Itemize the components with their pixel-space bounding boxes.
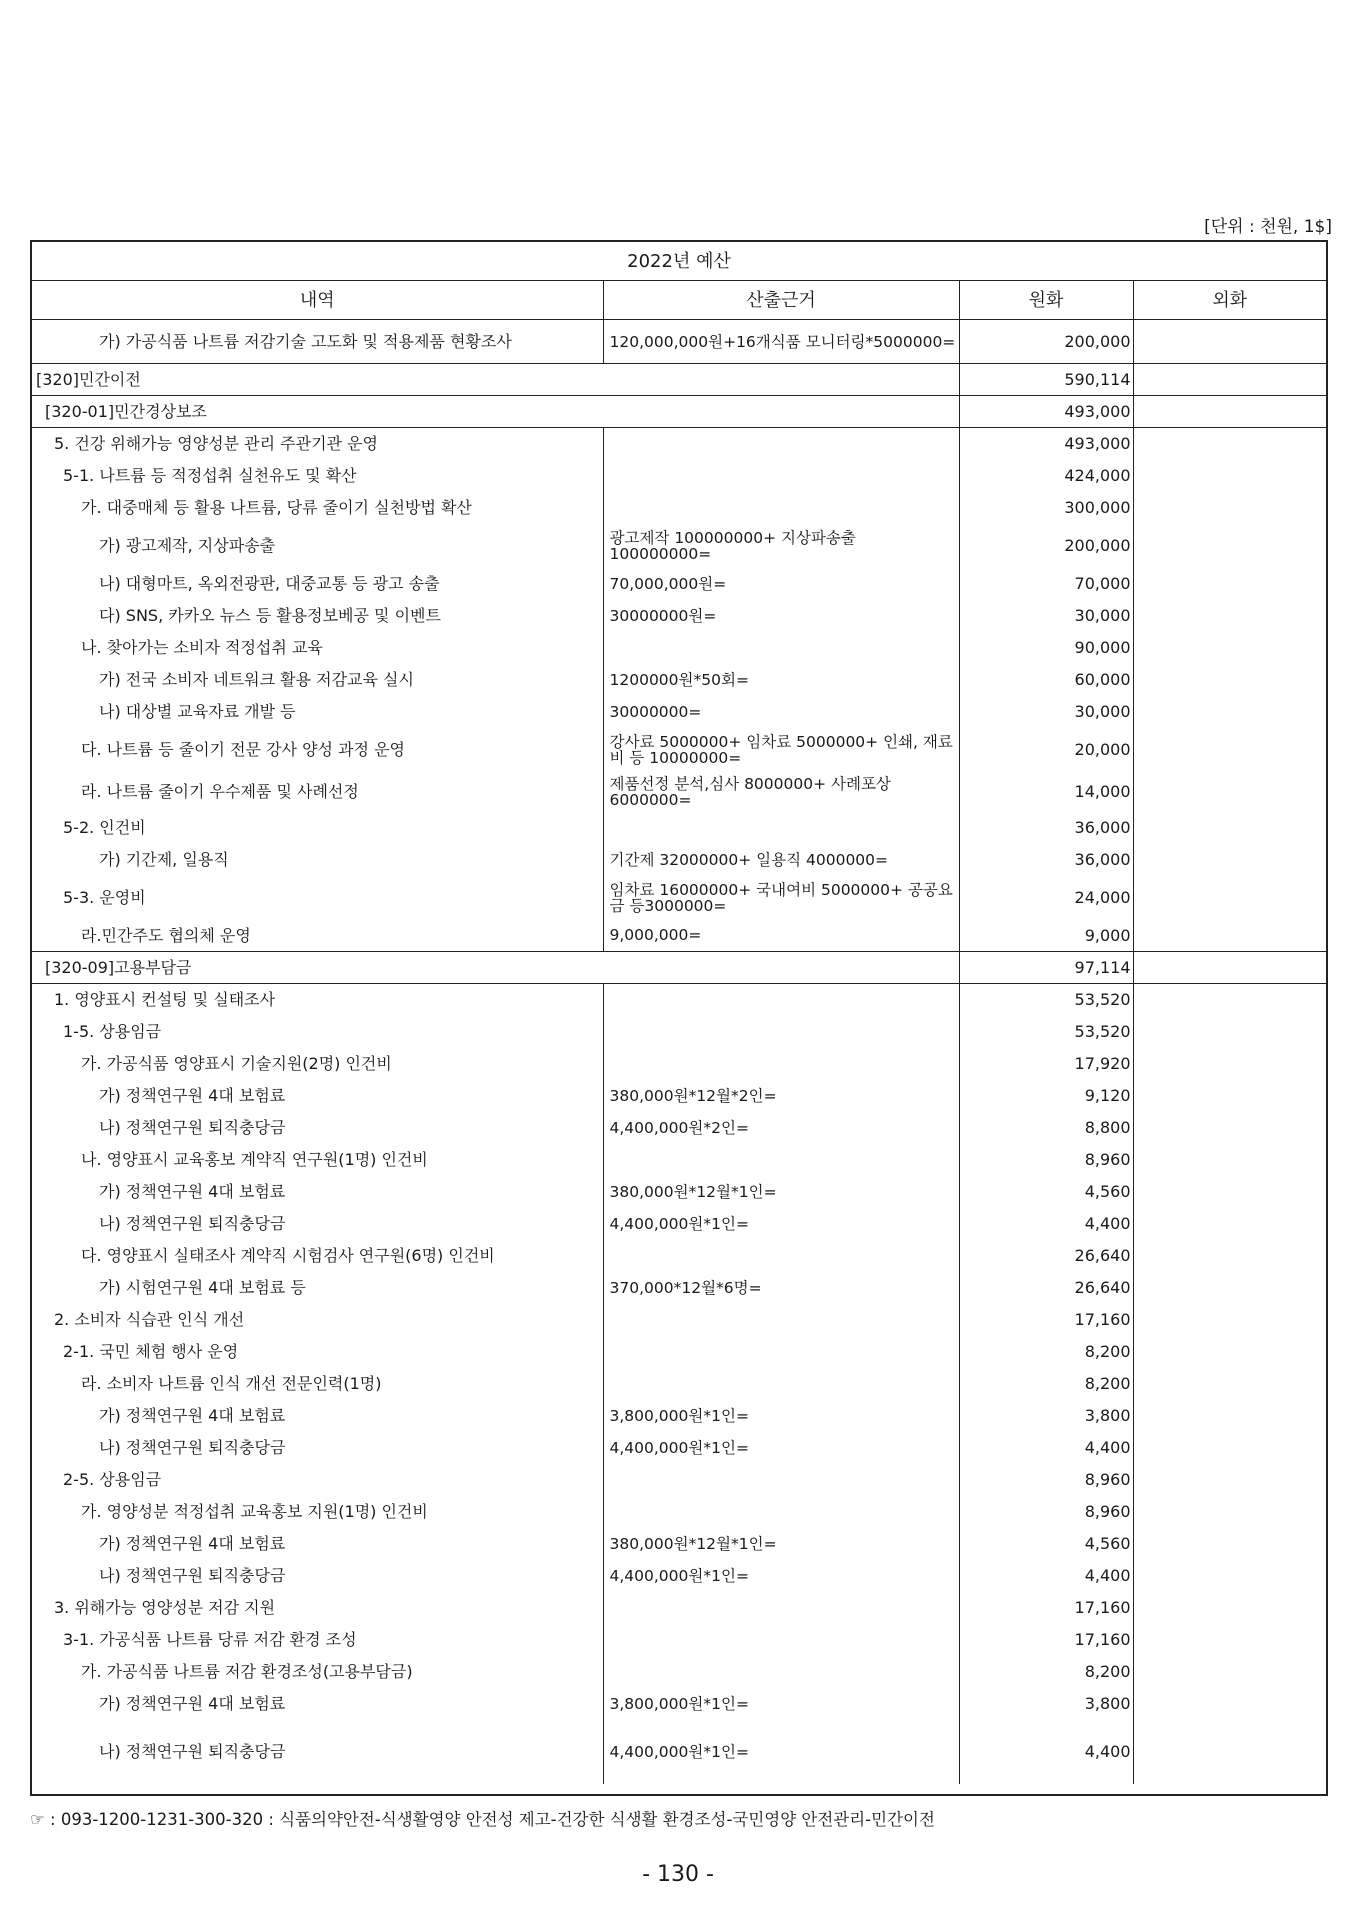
row-item: 다. 나트륨 등 줄이기 전문 강사 양성 과정 운영 — [32, 728, 603, 772]
table-row — [32, 568, 1326, 600]
row-foreign — [1133, 524, 1326, 568]
row-krw: 300,000 — [959, 492, 1133, 524]
row-item: 라. 소비자 나트륨 인식 개선 전문인력(1명) — [32, 1368, 603, 1400]
row-krw: 97,114 — [959, 952, 1133, 984]
row-krw: 424,000 — [959, 460, 1133, 492]
row-krw: 53,520 — [959, 1016, 1133, 1048]
row-foreign — [1133, 568, 1326, 600]
row-item: [320-09]고용부담금 — [32, 952, 959, 984]
header-krw: 원화 — [959, 281, 1133, 320]
row-foreign — [1133, 812, 1326, 844]
row-foreign — [1133, 1048, 1326, 1080]
row-foreign — [1133, 952, 1326, 984]
table-row — [32, 1432, 1326, 1464]
row-item: 나) 정책연구원 퇴직충당금 — [32, 1560, 603, 1592]
header-foreign: 외화 — [1133, 281, 1326, 320]
table-row — [32, 920, 1326, 952]
row-basis: 70,000,000원= — [603, 568, 959, 600]
row-basis — [603, 1048, 959, 1080]
row-krw: 4,400 — [959, 1720, 1133, 1784]
table-row — [32, 1400, 1326, 1432]
row-krw: 200,000 — [959, 524, 1133, 568]
table-row — [32, 396, 1326, 428]
row-foreign — [1133, 1688, 1326, 1720]
row-krw: 493,000 — [959, 396, 1133, 428]
table-row — [32, 1304, 1326, 1336]
row-item: 2. 소비자 식습관 인식 개선 — [32, 1304, 603, 1336]
row-basis: 강사료 5000000+ 임차료 5000000+ 인쇄, 재료비 등 10000000= — [603, 728, 959, 772]
row-foreign — [1133, 1496, 1326, 1528]
row-foreign — [1133, 1720, 1326, 1784]
row-basis — [603, 812, 959, 844]
row-item: 가) 전국 소비자 네트워크 활용 저감교육 실시 — [32, 664, 603, 696]
page-number: - 130 - — [642, 1862, 714, 1887]
footnote: ☞ : 093-1200-1231-300-320 : 식품의약안전-식생활영양 안전성 제고-건강한 식생활 환경조성-국민영양 안전관리-민간이전 — [30, 1810, 935, 1829]
row-item: 나) 정책연구원 퇴직충당금 — [32, 1208, 603, 1240]
row-foreign — [1133, 1336, 1326, 1368]
row-krw: 17,160 — [959, 1624, 1133, 1656]
row-item: 가. 가공식품 영양표시 기술지원(2명) 인건비 — [32, 1048, 603, 1080]
row-krw: 26,640 — [959, 1272, 1133, 1304]
row-basis: 30000000= — [603, 696, 959, 728]
row-foreign — [1133, 396, 1326, 428]
table-row — [32, 1080, 1326, 1112]
table-row — [32, 1560, 1326, 1592]
row-item: 가) 정책연구원 4대 보험료 — [32, 1400, 603, 1432]
row-item: 다) SNS, 카카오 뉴스 등 활용정보베공 및 이벤트 — [32, 600, 603, 632]
table-row — [32, 664, 1326, 696]
row-foreign — [1133, 1656, 1326, 1688]
row-item: 5-2. 인건비 — [32, 812, 603, 844]
budget-table-frame — [30, 240, 1328, 1796]
row-basis — [603, 1368, 959, 1400]
table-row — [32, 492, 1326, 524]
row-basis: 제품선정 분석,심사 8000000+ 사례포상 6000000= — [603, 772, 959, 812]
row-item: 가) 정책연구원 4대 보험료 — [32, 1528, 603, 1560]
row-item: 가. 대중매체 등 활용 나트륨, 당류 줄이기 실천방법 확산 — [32, 492, 603, 524]
row-item: 나) 정책연구원 퇴직충당금 — [32, 1432, 603, 1464]
row-basis: 4,400,000원*1인= — [603, 1208, 959, 1240]
row-krw: 493,000 — [959, 428, 1133, 460]
row-basis: 30000000원= — [603, 600, 959, 632]
row-item: [320]민간이전 — [32, 364, 959, 396]
header-item: 내역 — [32, 281, 603, 320]
row-krw: 4,400 — [959, 1208, 1133, 1240]
row-item: 1-5. 상용임금 — [32, 1016, 603, 1048]
table-row — [32, 1496, 1326, 1528]
row-krw: 4,400 — [959, 1560, 1133, 1592]
row-basis — [603, 428, 959, 460]
row-item: 나. 찾아가는 소비자 적정섭취 교육 — [32, 632, 603, 664]
row-item: 나) 대상별 교육자료 개발 등 — [32, 696, 603, 728]
row-krw: 9,120 — [959, 1080, 1133, 1112]
row-foreign — [1133, 1272, 1326, 1304]
table-row — [32, 1112, 1326, 1144]
row-krw: 36,000 — [959, 812, 1133, 844]
row-krw: 17,160 — [959, 1304, 1133, 1336]
table-row — [32, 772, 1326, 812]
table-row — [32, 460, 1326, 492]
table-row — [32, 1368, 1326, 1400]
row-foreign — [1133, 1592, 1326, 1624]
row-foreign — [1133, 1560, 1326, 1592]
row-item: [320-01]민간경상보조 — [32, 396, 959, 428]
row-item: 가) 기간제, 일용직 — [32, 844, 603, 876]
row-foreign — [1133, 1400, 1326, 1432]
row-foreign — [1133, 772, 1326, 812]
row-item: 5. 건강 위해가능 영양성분 관리 주관기관 운영 — [32, 428, 603, 460]
row-foreign — [1133, 920, 1326, 952]
row-item: 가. 가공식품 나트륨 저감 환경조성(고용부담금) — [32, 1656, 603, 1688]
row-basis — [603, 1656, 959, 1688]
row-krw: 4,400 — [959, 1432, 1133, 1464]
row-basis: 120,000,000원+16개식품 모니터링*5000000= — [603, 320, 959, 364]
table-row — [32, 428, 1326, 460]
row-item: 1. 영양표시 컨설팅 및 실태조사 — [32, 984, 603, 1016]
row-krw: 24,000 — [959, 876, 1133, 920]
table-header-row — [32, 281, 1326, 320]
row-foreign — [1133, 428, 1326, 460]
row-item: 나) 대형마트, 옥외전광판, 대중교통 등 광고 송출 — [32, 568, 603, 600]
row-basis: 기간제 32000000+ 일용직 4000000= — [603, 844, 959, 876]
row-krw: 8,960 — [959, 1464, 1133, 1496]
table-row — [32, 1464, 1326, 1496]
row-krw: 30,000 — [959, 600, 1133, 632]
row-basis — [603, 460, 959, 492]
row-krw: 53,520 — [959, 984, 1133, 1016]
row-krw: 8,200 — [959, 1656, 1133, 1688]
row-basis: 370,000*12월*6명= — [603, 1272, 959, 1304]
row-krw: 90,000 — [959, 632, 1133, 664]
row-krw: 4,560 — [959, 1528, 1133, 1560]
table-row — [32, 524, 1326, 568]
row-item: 5-3. 운영비 — [32, 876, 603, 920]
row-foreign — [1133, 728, 1326, 772]
row-basis — [603, 1624, 959, 1656]
row-item: 라. 나트륨 줄이기 우수제품 및 사례선정 — [32, 772, 603, 812]
row-item: 가) 시험연구원 4대 보험료 등 — [32, 1272, 603, 1304]
row-item: 가. 영양성분 적정섭취 교육홍보 지원(1명) 인건비 — [32, 1496, 603, 1528]
row-basis — [603, 1144, 959, 1176]
row-item: 가) 광고제작, 지상파송출 — [32, 524, 603, 568]
row-foreign — [1133, 1112, 1326, 1144]
row-krw: 8,200 — [959, 1368, 1133, 1400]
row-krw: 9,000 — [959, 920, 1133, 952]
row-basis — [603, 1336, 959, 1368]
row-basis — [603, 1016, 959, 1048]
row-basis: 4,400,000원*1인= — [603, 1560, 959, 1592]
table-row — [32, 1528, 1326, 1560]
row-krw: 3,800 — [959, 1400, 1133, 1432]
row-foreign — [1133, 320, 1326, 364]
table-row — [32, 1016, 1326, 1048]
row-foreign — [1133, 1432, 1326, 1464]
row-foreign — [1133, 632, 1326, 664]
row-item: 나) 정책연구원 퇴직충당금 — [32, 1720, 603, 1784]
table-row — [32, 1336, 1326, 1368]
row-basis — [603, 1304, 959, 1336]
row-foreign — [1133, 1208, 1326, 1240]
header-basis: 산출근거 — [603, 281, 959, 320]
unit-note: [단위 : 천원, 1$] — [1204, 217, 1332, 237]
row-foreign — [1133, 876, 1326, 920]
table-title-row — [32, 242, 1326, 281]
table-row — [32, 1144, 1326, 1176]
row-item: 3. 위해가능 영양성분 저감 지원 — [32, 1592, 603, 1624]
table-row — [32, 1208, 1326, 1240]
row-krw: 20,000 — [959, 728, 1133, 772]
row-basis: 광고제작 100000000+ 지상파송출 100000000= — [603, 524, 959, 568]
row-basis: 4,400,000원*2인= — [603, 1112, 959, 1144]
row-item: 가) 정책연구원 4대 보험료 — [32, 1176, 603, 1208]
table-row — [32, 1240, 1326, 1272]
row-item: 라.민간주도 협의체 운영 — [32, 920, 603, 952]
row-krw: 17,920 — [959, 1048, 1133, 1080]
row-item: 가) 가공식품 나트륨 저감기술 고도화 및 적용제품 현황조사 — [32, 320, 603, 364]
row-krw: 200,000 — [959, 320, 1133, 364]
table-row — [32, 1176, 1326, 1208]
row-item: 2-1. 국민 체험 행사 운영 — [32, 1336, 603, 1368]
row-krw: 26,640 — [959, 1240, 1133, 1272]
row-foreign — [1133, 600, 1326, 632]
row-basis — [603, 984, 959, 1016]
row-basis: 3,800,000원*1인= — [603, 1400, 959, 1432]
row-foreign — [1133, 460, 1326, 492]
row-krw: 60,000 — [959, 664, 1133, 696]
row-foreign — [1133, 1176, 1326, 1208]
table-title: 2022년 예산 — [32, 242, 1326, 281]
row-krw: 8,960 — [959, 1496, 1133, 1528]
row-basis: 380,000원*12월*1인= — [603, 1176, 959, 1208]
row-foreign — [1133, 984, 1326, 1016]
row-item: 다. 영양표시 실태조사 계약직 시험검사 연구원(6명) 인건비 — [32, 1240, 603, 1272]
row-foreign — [1133, 696, 1326, 728]
table-row — [32, 812, 1326, 844]
table-row — [32, 876, 1326, 920]
table-row — [32, 1688, 1326, 1720]
row-basis — [603, 632, 959, 664]
row-item: 2-5. 상용임금 — [32, 1464, 603, 1496]
table-row — [32, 1720, 1326, 1784]
row-krw: 36,000 — [959, 844, 1133, 876]
table-row — [32, 1272, 1326, 1304]
table-row — [32, 364, 1326, 396]
row-basis: 380,000원*12월*1인= — [603, 1528, 959, 1560]
table-row — [32, 1624, 1326, 1656]
row-item: 나. 영양표시 교육홍보 계약직 연구원(1명) 인건비 — [32, 1144, 603, 1176]
table-row — [32, 1656, 1326, 1688]
row-foreign — [1133, 1624, 1326, 1656]
row-krw: 3,800 — [959, 1688, 1133, 1720]
row-item: 나) 정책연구원 퇴직충당금 — [32, 1112, 603, 1144]
table-row — [32, 1048, 1326, 1080]
row-basis — [603, 1592, 959, 1624]
row-basis — [603, 1496, 959, 1528]
row-basis — [603, 492, 959, 524]
row-basis: 임차료 16000000+ 국내여비 5000000+ 공공요금 등3000000= — [603, 876, 959, 920]
row-foreign — [1133, 1304, 1326, 1336]
budget-table — [32, 242, 1326, 1784]
row-foreign — [1133, 664, 1326, 696]
row-basis: 4,400,000원*1인= — [603, 1432, 959, 1464]
row-krw: 8,200 — [959, 1336, 1133, 1368]
table-row — [32, 1592, 1326, 1624]
table-row — [32, 320, 1326, 364]
row-foreign — [1133, 844, 1326, 876]
row-basis — [603, 1464, 959, 1496]
table-row — [32, 600, 1326, 632]
row-krw: 17,160 — [959, 1592, 1133, 1624]
row-foreign — [1133, 1368, 1326, 1400]
row-krw: 4,560 — [959, 1176, 1133, 1208]
table-row — [32, 984, 1326, 1016]
row-foreign — [1133, 364, 1326, 396]
row-krw: 70,000 — [959, 568, 1133, 600]
table-row — [32, 728, 1326, 772]
row-foreign — [1133, 1144, 1326, 1176]
row-foreign — [1133, 492, 1326, 524]
row-foreign — [1133, 1080, 1326, 1112]
row-krw: 8,960 — [959, 1144, 1133, 1176]
row-foreign — [1133, 1528, 1326, 1560]
row-krw: 8,800 — [959, 1112, 1133, 1144]
table-row — [32, 696, 1326, 728]
table-row — [32, 632, 1326, 664]
row-basis: 3,800,000원*1인= — [603, 1688, 959, 1720]
row-basis: 9,000,000= — [603, 920, 959, 952]
row-basis: 1200000원*50회= — [603, 664, 959, 696]
table-row — [32, 844, 1326, 876]
row-krw: 590,114 — [959, 364, 1133, 396]
row-foreign — [1133, 1464, 1326, 1496]
row-krw: 30,000 — [959, 696, 1133, 728]
row-item: 가) 정책연구원 4대 보험료 — [32, 1080, 603, 1112]
row-item: 3-1. 가공식품 나트륨 당류 저감 환경 조성 — [32, 1624, 603, 1656]
row-foreign — [1133, 1240, 1326, 1272]
row-item: 5-1. 나트륨 등 적정섭취 실천유도 및 확산 — [32, 460, 603, 492]
row-basis: 380,000원*12월*2인= — [603, 1080, 959, 1112]
row-basis: 4,400,000원*1인= — [603, 1720, 959, 1784]
table-row — [32, 952, 1326, 984]
row-item: 가) 정책연구원 4대 보험료 — [32, 1688, 603, 1720]
row-basis — [603, 1240, 959, 1272]
row-foreign — [1133, 1016, 1326, 1048]
row-krw: 14,000 — [959, 772, 1133, 812]
